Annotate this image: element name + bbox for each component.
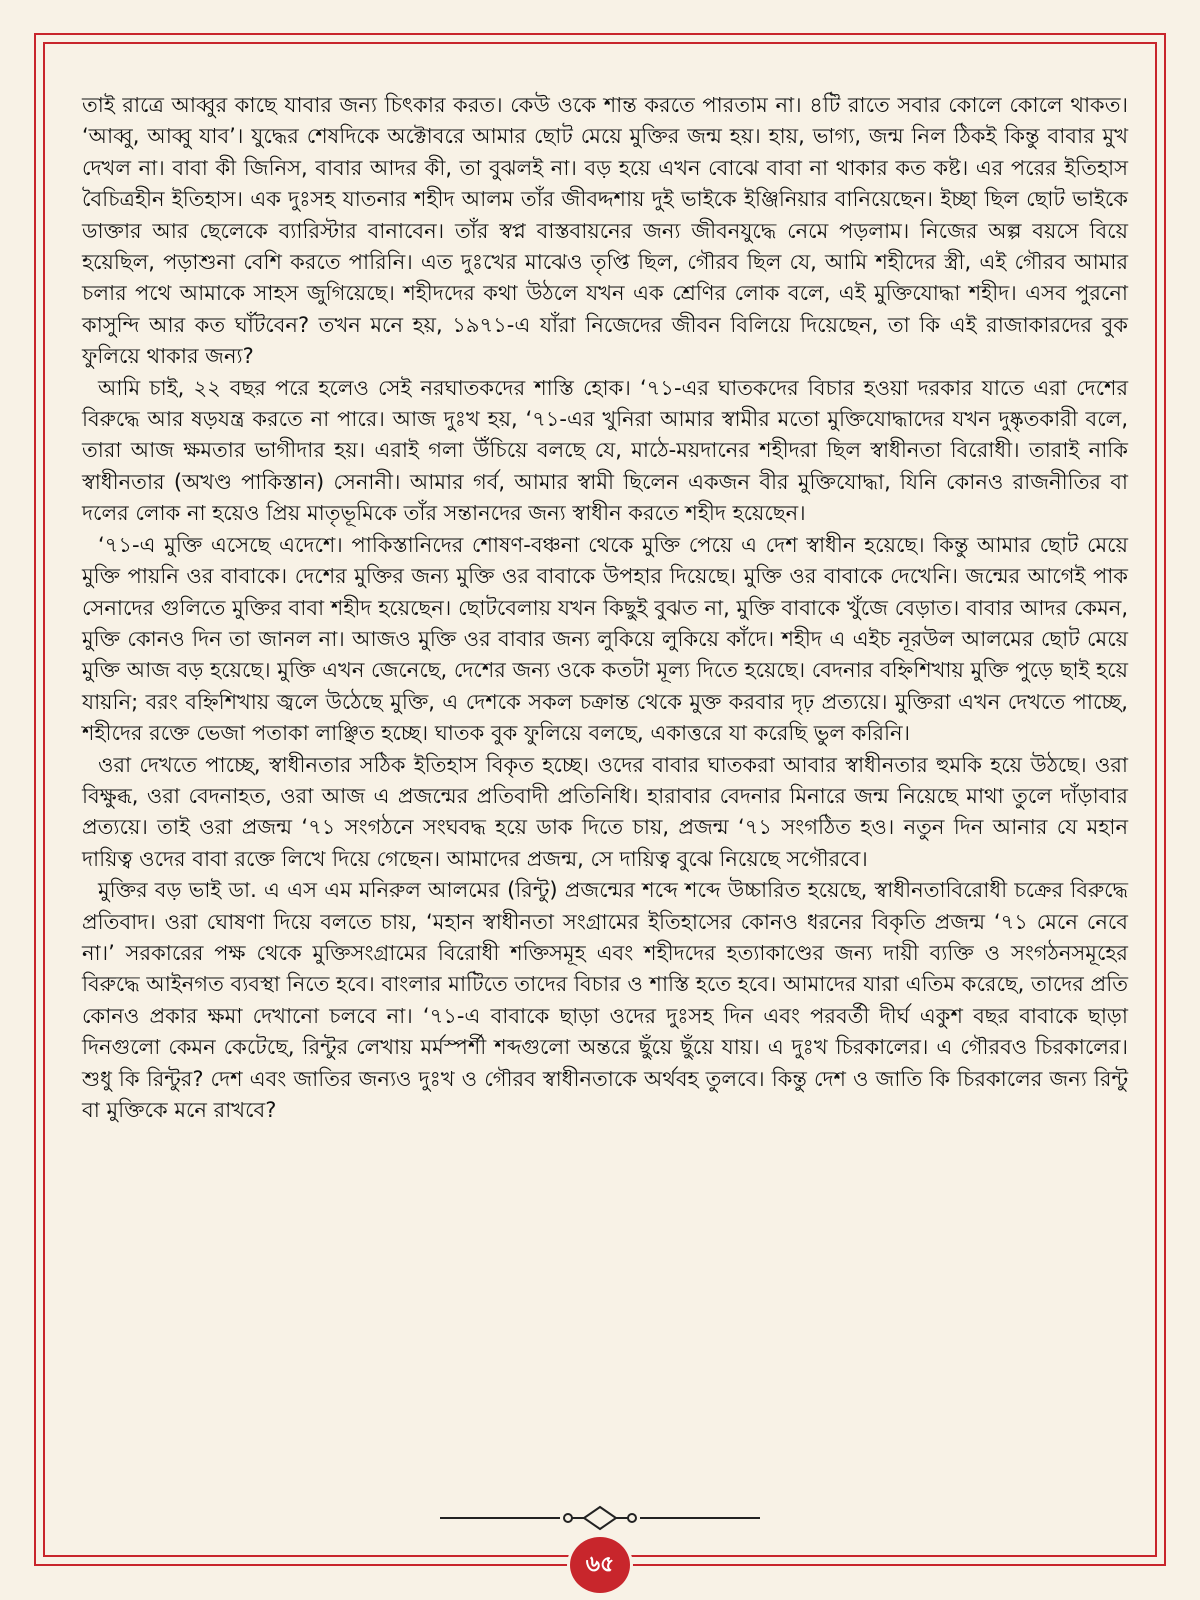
article-body — [82, 90, 1128, 1126]
paragraph-2: আমি চাই, ২২ বছর পরে হলেও সেই নরঘাতকদের শাস্তি হোক। ‘৭১-এর ঘাতকদের বিচার হওয়া দরকার যাতে এরা দেশের বিরুদ্ধে আর ষড়যন্ত্র করতে না পারে। আজ দুঃখ হয়, ‘৭১-এর খুনিরা আমার স্বামীর মতো মুক্তিযোদ্ধাদের যখন দুষ্কৃতকারী বলে, তারা আজ ক্ষমতার ভাগীদার হয়। এরাই গলা উঁচিয়ে বলছে যে, মাঠে-ময়দানের শহীদরা ছিল স্বাধীনতা বিরোধী। তারাই নাকি স্বাধীনতার (অখণ্ড পাকিস্তান) সেনানী। আমার গর্ব, আমার স্বামী ছিলেন একজন বীর মুক্তিযোদ্ধা, যিনি কোনও রাজনীতির বা দলের লোক না হয়েও প্রিয় মাতৃভূমিকে তাঁর সন্তানদের জন্য স্বাধীন করতে শহীদ হয়েছেন। — [82, 375, 1128, 526]
paragraph-4: ওরা দেখতে পাচ্ছে, স্বাধীনতার সঠিক ইতিহাস বিকৃত হচ্ছে। ওদের বাবার ঘাতকরা আবার স্বাধীনতার হুমকি হয়ে উঠছে। ওরা বিক্ষুব্ধ, ওরা বেদনাহত, ওরা আজ এ প্রজন্মের প্রতিবাদী প্রতিনিধি। হারাবার বেদনার মিনারে জন্ম নিয়েছে মাথা তুলে দাঁড়াবার প্রত্যয়ে। তাই ওরা প্রজন্ম ‘৭১ সংগঠনে সংঘবদ্ধ হয়ে ডাক দিতে চায়, প্রজন্ম ‘৭১ সংগঠিত হও। নতুন দিন আনার যে মহান দায়িত্ব ওদের বাবা রক্তে লিখে দিয়ে গেছেন। আমাদের প্রজন্ম, সে দায়িত্ব বুঝে নিয়েছে সগৌরবে। — [82, 752, 1128, 871]
page-number: ৬৫ — [570, 1537, 630, 1593]
paragraph-5: মুক্তির বড় ভাই ডা. এ এস এম মনিরুল আলমের (রিন্টু) প্রজন্মের শব্দে শব্দে উচ্চারিত হয়েছে, স্বাধীনতাবিরোধী চক্রের বিরুদ্ধে প্রতিবাদ। ওরা ঘোষণা দিয়ে বলতে চায়, ‘মহান স্বাধীনতা সংগ্রামের ইতিহাসের কোনও ধরনের বিকৃতি প্রজন্ম ‘৭১ মেনে নেবে না।’ সরকারের পক্ষ থেকে মুক্তিসংগ্রামের বিরোধী শক্তিসমূহ এবং শহীদদের হত্যাকাণ্ডের জন্য দায়ী ব্যক্তি ও সংগঠনসমূহের বিরুদ্ধে আইনগত ব্যবস্থা নিতে হবে। বাংলার মাটিতে তাদের বিচার ও শাস্তি হতে হবে। আমাদের যারা এতিম করেছে, তাদের প্রতি কোনও প্রকার ক্ষমা দেখানো চলবে না। ‘৭১-এ বাবাকে ছাড়া ওদের দুঃসহ দিন এবং পরবর্তী দীর্ঘ একুশ বছর বাবাকে ছাড়া দিনগুলো কেমন কেটেছে, রিন্টুর লেখায় মর্মস্পর্শী শব্দগুলো অন্তরে ছুঁয়ে ছুঁয়ে যায়। এ দুঃখ চিরকালের। এ গৌরবও চিরকালের। শুধু কি রিন্টুর? দেশ এবং জাতির জন্যও দুঃখ ও গৌরব স্বাধীনতাকে অর্থবহ তুলবে। কিন্তু দেশ ও জাতি কি চিরকালের জন্য রিন্টু বা মুক্তিকে মনে রাখবে? — [82, 878, 1128, 1122]
paragraph-1: তাই রাত্রে আব্বুর কাছে যাবার জন্য চিৎকার করত। কেউ ওকে শান্ত করতে পারতাম না। ৪টি রাতে সবার কোলে কোলে থাকত। ‘আব্বু, আব্বু যাব’। যুদ্ধের শেষদিকে অক্টোবরে আমার ছোট মেয়ে মুক্তির জন্ম হয়। হায়, ভাগ্য, জন্ম নিল ঠিকই কিন্তু বাবার মুখ দেখল না। বাবা কী জিনিস, বাবার আদর কী, তা বুঝলই না। বড় হয়ে এখন বোঝে বাবা না থাকার কত কষ্ট। এর পরের ইতিহাস বৈচিত্রহীন ইতিহাস। এক দুঃসহ যাতনার শহীদ আলম তাঁর জীবদ্দশায় দুই ভাইকে ইঞ্জিনিয়ার বানিয়েছেন। ইচ্ছা ছিল ছোট ভাইকে ডাক্তার আর ছেলেকে ব্যারিস্টার বানাবেন। তাঁর স্বপ্ন বাস্তবায়নের জন্য জীবনযুদ্ধে নেমে পড়লাম। নিজের অল্প বয়সে বিয়ে হয়েছিল, পড়াশুনা বেশি করতে পারিনি। এত দুঃখের মাঝেও তৃপ্তি ছিল, গৌরব ছিল যে, আমি শহীদের স্ত্রী, এই গৌরব আমার চলার পথে আমাকে সাহস জুগিয়েছে। শহীদদের কথা উঠলে যখন এক শ্রেণির লোক বলে, এই মুক্তিযোদ্ধা শহীদ। এসব পুরনো কাসুন্দি আর কত ঘাঁটবেন? তখন মনে হয়, ১৯৭১-এ যাঁরা নিজেদের জীবন বিলিয়ে দিয়েছেন, তা কি এই রাজাকারদের বুক ফুলিয়ে থাকার জন্য? — [82, 93, 1128, 369]
footer-ornament — [440, 1505, 760, 1531]
paragraph-3: ‘৭১-এ মুক্তি এসেছে এদেশে। পাকিস্তানিদের শোষণ-বঞ্চনা থেকে মুক্তি পেয়ে এ দেশ স্বাধীন হয়েছে। কিন্তু আমার ছোট মেয়ে মুক্তি পায়নি ওর বাবাকে। দেশের মুক্তির জন্য মুক্তি ওর বাবাকে উপহার দিয়েছে। মুক্তি ওর বাবাকে দেখেনি। জন্মের আগেই পাক সেনাদের গুলিতে মুক্তির বাবা শহীদ হয়েছেন। ছোটবেলায় যখন কিছুই বুঝত না, মুক্তি বাবাকে খুঁজে বেড়াত। বাবার আদর কেমন, মুক্তি কোনও দিন তা জানল না। আজও মুক্তি ওর বাবার জন্য লুকিয়ে লুকিয়ে কাঁদে। শহীদ এ এইচ নূরউল আলমের ছোট মেয়ে মুক্তি আজ বড় হয়েছে। মুক্তি এখন জেনেছে, দেশের জন্য ওকে কতটা মূল্য দিতে হয়েছে। বেদনার বহ্নিশিখায় মুক্তি পুড়ে ছাই হয়ে যায়নি; বরং বহ্নিশিখায় জ্বলে উঠেছে মুক্তি, এ দেশকে সকল চক্রান্ত থেকে মুক্ত করবার দৃঢ় প্রত্যয়ে। মুক্তিরা এখন দেখতে পাচ্ছে, শহীদের রক্তে ভেজা পতাকা লাঞ্ছিত হচ্ছে। ঘাতক বুক ফুলিয়ে বলছে, একাত্তরে যা করেছি ভুল করিনি। — [82, 532, 1128, 746]
